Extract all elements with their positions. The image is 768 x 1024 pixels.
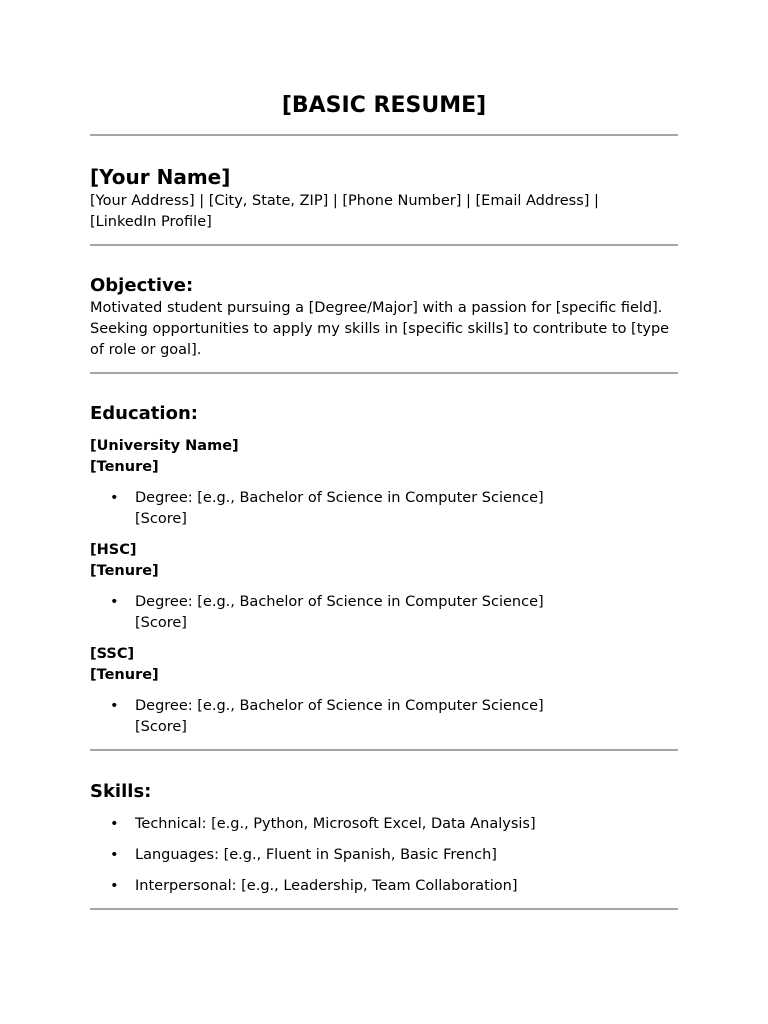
degree-text: Degree: [e.g., Bachelor of Science in Computer Science] (135, 698, 544, 714)
degree-text: Degree: [e.g., Bachelor of Science in Computer Science] (135, 490, 544, 506)
school-tenure: [Tenure] (90, 667, 159, 683)
score-text: [Score] (135, 511, 187, 527)
list-item (90, 845, 678, 866)
bullet-icon: • (110, 847, 119, 863)
objective-heading: Objective: (90, 275, 194, 296)
objective-text: Motivated student pursuing a [Degree/Major] with a passion for [specific field]. Seeking opportunities to apply my skills in [specific skills] to contribute to [type of role or goal]. (90, 300, 670, 358)
skills-list (90, 814, 678, 907)
score-text: [Score] (135, 719, 187, 735)
degree-list (90, 696, 678, 738)
applicant-name: [Your Name] (90, 165, 231, 189)
divider (90, 134, 678, 136)
school-tenure: [Tenure] (90, 459, 159, 475)
document-title: [BASIC RESUME] (281, 93, 487, 118)
school-tenure: [Tenure] (90, 563, 159, 579)
education-entry (90, 540, 678, 634)
list-item (90, 488, 678, 530)
skill-text: Technical: [e.g., Python, Microsoft Excel, Data Analysis] (135, 816, 536, 832)
divider (90, 749, 678, 751)
contact-line: [LinkedIn Profile] (90, 214, 212, 230)
skill-text: Interpersonal: [e.g., Leadership, Team Collaboration] (135, 878, 518, 894)
degree-list (90, 592, 678, 634)
education-entry (90, 644, 678, 738)
divider (90, 908, 678, 910)
school-name: [HSC] (90, 542, 137, 558)
bullet-icon: • (110, 698, 119, 714)
degree-list (90, 488, 678, 530)
skills-heading: Skills: (90, 781, 152, 802)
score-text: [Score] (135, 615, 187, 631)
list-item (90, 814, 678, 835)
list-item (90, 876, 678, 897)
bullet-icon: • (110, 594, 119, 610)
divider (90, 244, 678, 246)
bullet-icon: • (110, 878, 119, 894)
school-name: [SSC] (90, 646, 135, 662)
education-heading: Education: (90, 403, 198, 424)
education-entry (90, 436, 678, 530)
list-item (90, 696, 678, 738)
divider (90, 372, 678, 374)
contact-info (90, 191, 678, 233)
bullet-icon: • (110, 816, 119, 832)
contact-line: [Your Address] | [City, State, ZIP] | [Phone Number] | [Email Address] | (90, 193, 599, 209)
list-item (90, 592, 678, 634)
bullet-icon: • (110, 490, 119, 506)
skill-text: Languages: [e.g., Fluent in Spanish, Basic French] (135, 847, 497, 863)
school-name: [University Name] (90, 438, 239, 454)
degree-text: Degree: [e.g., Bachelor of Science in Computer Science] (135, 594, 544, 610)
